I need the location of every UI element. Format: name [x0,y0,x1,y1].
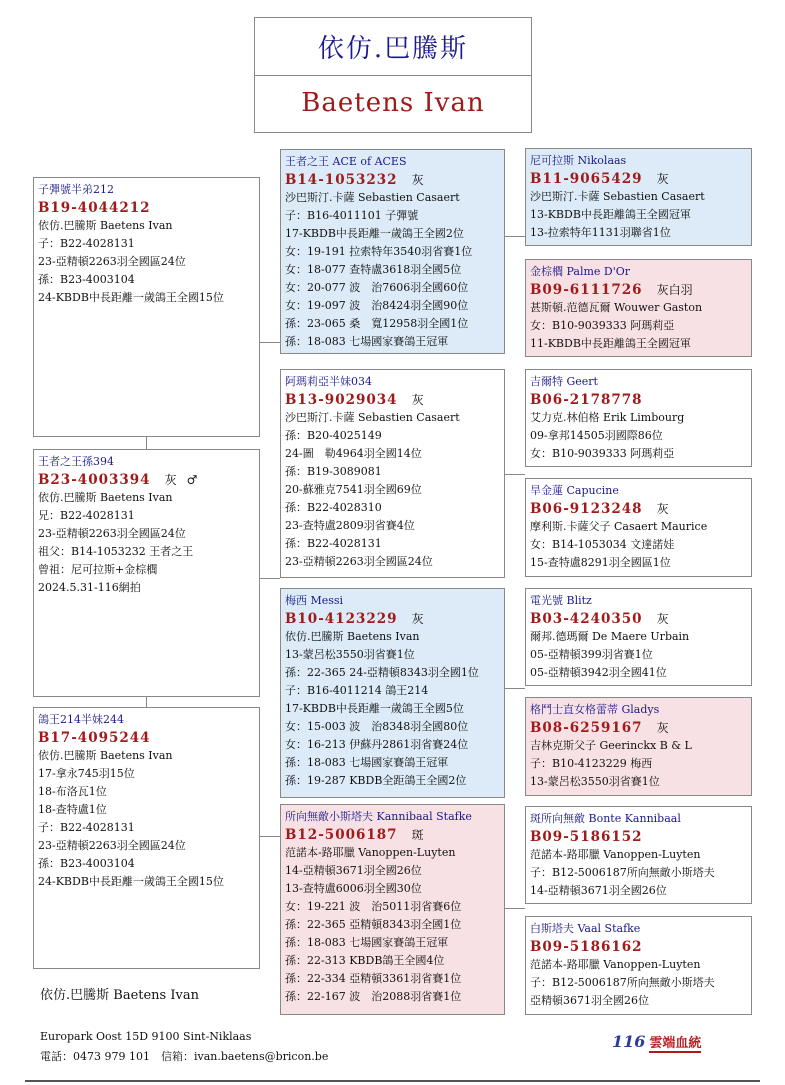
bird-name: 電光號 Blitz [530,594,592,607]
ring-number: B09-6111726 [530,282,643,298]
pedigree-card-dds [525,806,752,904]
pedigree-line: 13-蒙呂松3550羽省賽1位 [285,648,415,661]
pedigree-line: 14-亞精頓3671羽全國26位 [530,884,667,897]
ring-number: B23-4003394 [38,472,151,488]
bird-name: 吉爾特 Geert [530,375,598,388]
connector-line [260,836,280,837]
bird-name: 梅西 Messi [285,594,344,607]
pedigree-line: 范諾本-路耶臘 Vanoppen-Luyten [530,848,701,861]
bird-name: 旱金蓮 Capucine [530,484,619,497]
connector-line [505,908,525,909]
bird-name: 所向無敵小斯塔夫 Kannibaal Stafke [285,810,472,823]
ring-row [38,199,255,217]
pedigree-line: 23-亞精頓2263羽全國區24位 [38,839,186,852]
ring-number: B09-5186162 [530,939,643,955]
pedigree-line: 20-蘇雅克7541羽全國69位 [285,483,422,496]
bird-name: 格鬥士直女格蕾蒂 Gladys [530,703,660,716]
logo-number: 116 [612,1032,646,1051]
pedigree-card-ssd [525,259,752,357]
pedigree-line: 孫：19-287 KBDB全距鴿王全國2位 [285,774,467,787]
pedigree-card-sire [33,449,260,697]
pedigree-line: 子：B22-4028131 [38,237,135,250]
pedigree-card-dsd [525,697,752,796]
connector-line [260,578,280,579]
owner-name: 依仿.巴騰斯 Baetens Ivan [40,988,199,1003]
title-box [254,17,532,133]
ring-row [38,471,255,489]
pedigree-line: 女：18-077 查特盧3618羽全國5位 [285,263,462,276]
feather-color: 灰白羽 [656,283,693,297]
ring-row [530,170,747,188]
ring-number: B09-5186152 [530,829,643,845]
pedigree-line: 范諾本-路耶臘 Vanoppen-Luyten [285,846,456,859]
address: Europark Oost 15D 9100 Sint-Niklaas [40,1030,252,1043]
pedigree-line: 孫：B20-4025149 [285,429,382,442]
pedigree-line: 摩利斯.卡薩父子 Casaert Maurice [530,520,708,533]
connector-line [505,474,525,475]
pedigree-line: 子：B22-4028131 [38,821,135,834]
pedigree-line: 17-KBDB中長距離一歲鴿王全國2位 [285,227,464,240]
contact-info: 電話：0473 979 101 信箱：ivan.baetens@bricon.be [40,1050,329,1063]
pedigree-line: 18-布洛瓦1位 [38,785,107,798]
pedigree-line: 13-查特盧6006羽全國30位 [285,882,422,895]
feather-color: 灰 [411,173,424,187]
pedigree-line: 孫：B23-4003104 [38,273,135,286]
pedigree-line: 18-查特盧1位 [38,803,107,816]
pedigree-line: 孫：B19-3089081 [285,465,382,478]
ring-row [530,938,747,956]
pedigree-line: 24-圖 勒4964羽全國14位 [285,447,422,460]
pedigree-line: 女：15-003 波 治8348羽全國80位 [285,720,469,733]
ring-row [530,828,747,846]
pedigree-line: 沙巴斯汀.卡薩 Sebastien Casaert [285,411,460,424]
feather-color: 灰 [164,473,177,487]
pedigree-line: 子：B12-5006187所向無敵小斯塔夫 [530,976,715,989]
pedigree-line: 孫：22-365 亞精頓8343羽全國1位 [285,918,462,931]
pedigree-line: 子：B12-5006187所向無敵小斯塔夫 [530,866,715,879]
brand-logo [612,1032,701,1051]
bird-name: 子彈號半弟212 [38,183,114,196]
pedigree-line: 依仿.巴騰斯 Baetens Ivan [285,630,420,643]
sex-symbol: ♂ [186,473,198,487]
pedigree-line: 女：19-191 拉索特年3540羽省賽1位 [285,245,473,258]
pedigree-line: 孫：18-083 七場國家賽鴿王冠軍 [285,335,449,348]
pedigree-line: 17-拿永745羽15位 [38,767,135,780]
bottom-rule [25,1080,760,1082]
bird-name: 斑所向無敵 Bonte Kannibaal [530,812,681,825]
pedigree-line: 孫：23-065 桑 寬12958羽全國1位 [285,317,469,330]
pedigree-line: 女：B10-9039333 阿瑪莉亞 [530,447,675,460]
ring-row [285,610,500,628]
pedigree-line: 孫：22-313 KBDB鴿王全國4位 [285,954,445,967]
pedigree-line: 女：19-097 波 治8424羽全國90位 [285,299,469,312]
pedigree-line: 亞精頓3671羽全國26位 [530,994,649,1007]
logo-text: 雲端血統 [649,1036,702,1051]
pedigree-line: 13-蒙呂松3550羽省賽1位 [530,775,660,788]
ring-number: B12-5006187 [285,827,398,843]
pedigree-line: 孫：18-083 七場國家賽鴿王冠軍 [285,756,449,769]
connector-line [505,236,525,237]
feather-color: 斑 [411,828,424,842]
pedigree-line: 子：B16-4011214 鴿王214 [285,684,429,697]
pedigree-line: 09-拿邦14505羽國際86位 [530,429,663,442]
pedigree-line: 艾力克.林伯格 Erik Limbourg [530,411,685,424]
pedigree-line: 11-KBDB中長距離鴿王全國冠軍 [530,337,691,350]
ring-number: B14-1053232 [285,172,398,188]
ring-row [285,826,500,844]
pedigree-line: 依仿.巴騰斯 Baetens Ivan [38,491,173,504]
title-divider [255,75,531,76]
pedigree-line: 孫：22-167 波 治2088羽省賽1位 [285,990,462,1003]
pedigree-card-sds [525,369,752,467]
feather-color: 灰 [411,612,424,626]
pedigree-line: 孫：B23-4003104 [38,857,135,870]
pedigree-line: 沙巴斯汀.卡薩 Sebastien Casaert [530,190,705,203]
feather-color: 灰 [656,721,669,735]
title-chinese: 依仿.巴騰斯 [317,34,469,64]
pedigree-line: 05-亞精頓399羽省賽1位 [530,648,653,661]
feather-color: 灰 [656,502,669,516]
pedigree-line: 吉林克斯父子 Geerinckx B & L [530,739,692,752]
ring-row [285,391,500,409]
pedigree-line: 孫：B22-4028131 [285,537,382,550]
ring-row [530,281,747,299]
pedigree-line: 女：20-077 波 治7606羽全國60位 [285,281,469,294]
ring-number: B06-2178778 [530,392,643,408]
ring-row [530,391,747,409]
pedigree-line: 孫：B22-4028310 [285,501,382,514]
ring-number: B08-6259167 [530,720,643,736]
ring-number: B19-4044212 [38,200,151,216]
pedigree-line: 女：B10-9039333 阿瑪莉亞 [530,319,675,332]
bird-name: 王者之王孫394 [38,455,114,468]
pedigree-line: 女：16-213 伊蘇丹2861羽省賽24位 [285,738,469,751]
ring-row [530,610,747,628]
title-english: Baetens Ivan [301,88,485,118]
pedigree-line: 女：19-221 波 治5011羽省賽6位 [285,900,462,913]
ring-number: B10-4123229 [285,611,398,627]
pedigree-card-dss [525,588,752,686]
ring-row [530,500,747,518]
feather-color: 灰 [411,393,424,407]
pedigree-line: 2024.5.31-116網拍 [38,581,141,594]
pedigree-line: 17-KBDB中長距離一歲鴿王全國5位 [285,702,464,715]
pedigree-line: 23-亞精頓2263羽全國區24位 [38,255,186,268]
connector-line [505,688,525,689]
pedigree-line: 沙巴斯汀.卡薩 Sebastien Casaert [285,191,460,204]
pedigree-line: 15-查特盧8291羽全國區1位 [530,556,671,569]
feather-color: 灰 [656,612,669,626]
ring-row [285,171,500,189]
bird-name: 金棕櫚 Palme D'Or [530,265,631,278]
pedigree-line: 13-拉索特年1131羽聯省1位 [530,226,671,239]
feather-color: 灰 [656,172,669,186]
ring-row [38,729,255,747]
pedigree-card-dam [33,707,260,969]
pedigree-line: 24-KBDB中長距離一歲鴿王全國15位 [38,291,224,304]
pedigree-card-sdd [525,478,752,577]
bird-name: 王者之王 ACE of ACES [285,155,407,168]
ring-number: B13-9029034 [285,392,398,408]
pedigree-line: 甚斯頓.范德瓦爾 Wouwer Gaston [530,301,703,314]
pedigree-line: 23-查特盧2809羽省賽4位 [285,519,415,532]
connector-line [146,437,147,449]
pedigree-line: 子：B10-4123229 梅西 [530,757,653,770]
pedigree-line: 13-KBDB中長距離鴿王全國冠軍 [530,208,691,221]
pedigree-card-sire-sire [280,149,505,354]
pedigree-line: 子：B16-4011101 子彈號 [285,209,419,222]
ring-number: B06-9123248 [530,501,643,517]
pedigree-line: 14-亞精頓3671羽全國26位 [285,864,422,877]
pedigree-line: 曾祖：尼可拉斯+金棕櫚 [38,563,158,576]
pedigree-card-dam-dam [280,804,505,1015]
pedigree-line: 孫：22-365 24-亞精頓8343羽全國1位 [285,666,479,679]
bird-name: 鴿王214半妹244 [38,713,124,726]
ring-number: B11-9065429 [530,171,643,187]
bird-name: 白斯塔夫 Vaal Stafke [530,922,641,935]
pedigree-card-sss [525,148,752,246]
connector-line [146,697,147,707]
pedigree-line: 23-亞精頓2263羽全國區24位 [38,527,186,540]
pedigree-line: 23-亞精頓2263羽全國區24位 [285,555,433,568]
pedigree-card-ddd [525,916,752,1015]
connector-line [260,342,280,343]
pedigree-line: 范諾本-路耶臘 Vanoppen-Luyten [530,958,701,971]
pedigree-line: 爾邦.德瑪爾 De Maere Urbain [530,630,690,643]
ring-row [530,719,747,737]
pedigree-line: 依仿.巴騰斯 Baetens Ivan [38,219,173,232]
bird-name: 阿瑪莉亞半妹034 [285,375,372,388]
pedigree-line: 孫：18-083 七場國家賽鴿王冠軍 [285,936,449,949]
pedigree-line: 兄：B22-4028131 [38,509,135,522]
pedigree-line: 孫：22-334 亞精頓3361羽省賽1位 [285,972,462,985]
pedigree-card-dam-sire [280,588,505,798]
pedigree-line: 依仿.巴騰斯 Baetens Ivan [38,749,173,762]
pedigree-line: 女：B14-1053034 文達諾娃 [530,538,675,551]
pedigree-card-subject [33,177,260,437]
bird-name: 尼可拉斯 Nikolaas [530,154,627,167]
ring-number: B17-4095244 [38,730,151,746]
pedigree-line: 24-KBDB中長距離一歲鴿王全國15位 [38,875,224,888]
ring-number: B03-4240350 [530,611,643,627]
pedigree-line: 祖父：B14-1053232 王者之王 [38,545,194,558]
pedigree-card-sire-dam [280,369,505,578]
pedigree-line: 05-亞精頓3942羽全國41位 [530,666,667,679]
